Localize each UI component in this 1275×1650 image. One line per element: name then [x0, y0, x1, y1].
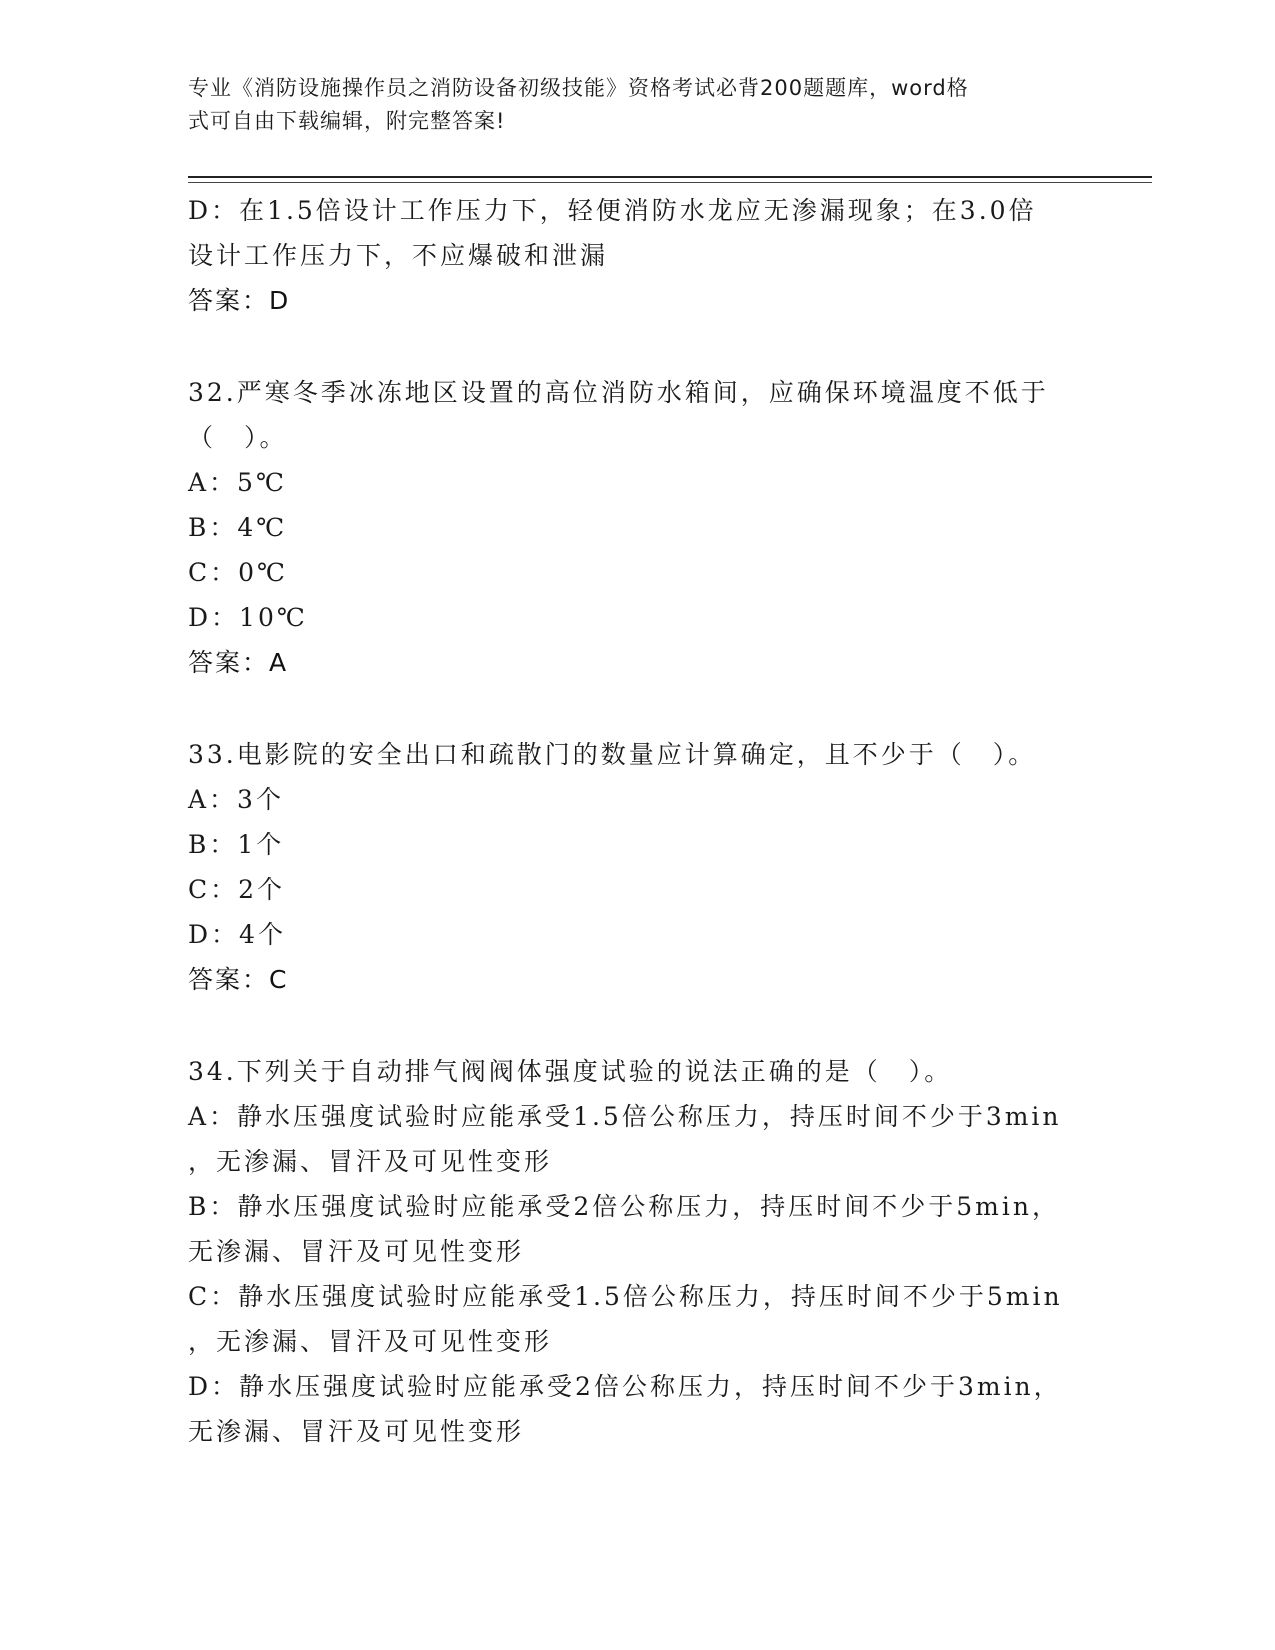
q31-option-d-line-2: 设计工作压力下，不应爆破和泄漏	[188, 241, 609, 270]
q32-option-a: A：5℃	[188, 468, 287, 497]
question-31-tail	[188, 188, 1088, 323]
q33-answer: 答案：C	[188, 965, 289, 994]
q34-option-c-line-1: C：静水压强度试验时应能承受1.5倍公称压力，持压时间不少于5min	[188, 1282, 1063, 1311]
header-title-line-2: 式可自由下载编辑，附完整答案!	[188, 109, 506, 133]
q34-option-a-line-2: ，无渗漏、冒汗及可见性变形	[188, 1147, 553, 1176]
header-divider-thin	[188, 182, 1152, 183]
q32-stem-line-1: 32.严寒冬季冰冻地区设置的高位消防水箱间，应确保环境温度不低于	[188, 378, 1049, 407]
q34-option-b-line-1: B：静水压强度试验时应能承受2倍公称压力，持压时间不少于5min，	[188, 1192, 1060, 1221]
q34-option-d-line-2: 无渗漏、冒汗及可见性变形	[188, 1417, 525, 1446]
q34-option-d-line-1: D：静水压强度试验时应能承受2倍公称压力，持压时间不少于3min，	[188, 1372, 1062, 1401]
q33-option-a: A：3个	[188, 785, 284, 814]
q32-option-d: D：10℃	[188, 603, 308, 632]
q32-answer: 答案：A	[188, 648, 289, 677]
q33-option-b: B：1个	[188, 830, 285, 859]
q31-option-d-line-1: D：在1.5倍设计工作压力下，轻便消防水龙应无渗漏现象；在3.0倍	[188, 196, 1037, 225]
header-title-line-1: 专业《消防设施操作员之消防设备初级技能》资格考试必背200题题库，word格	[188, 76, 969, 100]
document-header	[188, 72, 1068, 138]
q32-option-b: B：4℃	[188, 513, 288, 542]
question-34	[188, 1049, 1088, 1454]
q32-option-c: C：0℃	[188, 558, 289, 587]
q34-option-c-line-2: ，无渗漏、冒汗及可见性变形	[188, 1327, 553, 1356]
q34-option-b-line-2: 无渗漏、冒汗及可见性变形	[188, 1237, 525, 1266]
q34-option-a-line-1: A：静水压强度试验时应能承受1.5倍公称压力，持压时间不少于3min	[188, 1102, 1062, 1131]
question-33	[188, 732, 1088, 1002]
q34-stem: 34.下列关于自动排气阀阀体强度试验的说法正确的是（ ）。	[188, 1057, 953, 1086]
spacer	[188, 323, 1088, 370]
q33-option-d: D：4个	[188, 920, 286, 949]
question-content	[188, 188, 1088, 1454]
header-divider-thick	[188, 176, 1152, 178]
q33-stem: 33.电影院的安全出口和疏散门的数量应计算确定，且不少于（ ）。	[188, 740, 1037, 769]
question-32	[188, 370, 1088, 685]
q31-answer: 答案：D	[188, 286, 291, 315]
q33-option-c: C：2个	[188, 875, 286, 904]
q32-stem-line-2: （ ）。	[188, 423, 288, 452]
spacer	[188, 685, 1088, 732]
spacer	[188, 1002, 1088, 1049]
